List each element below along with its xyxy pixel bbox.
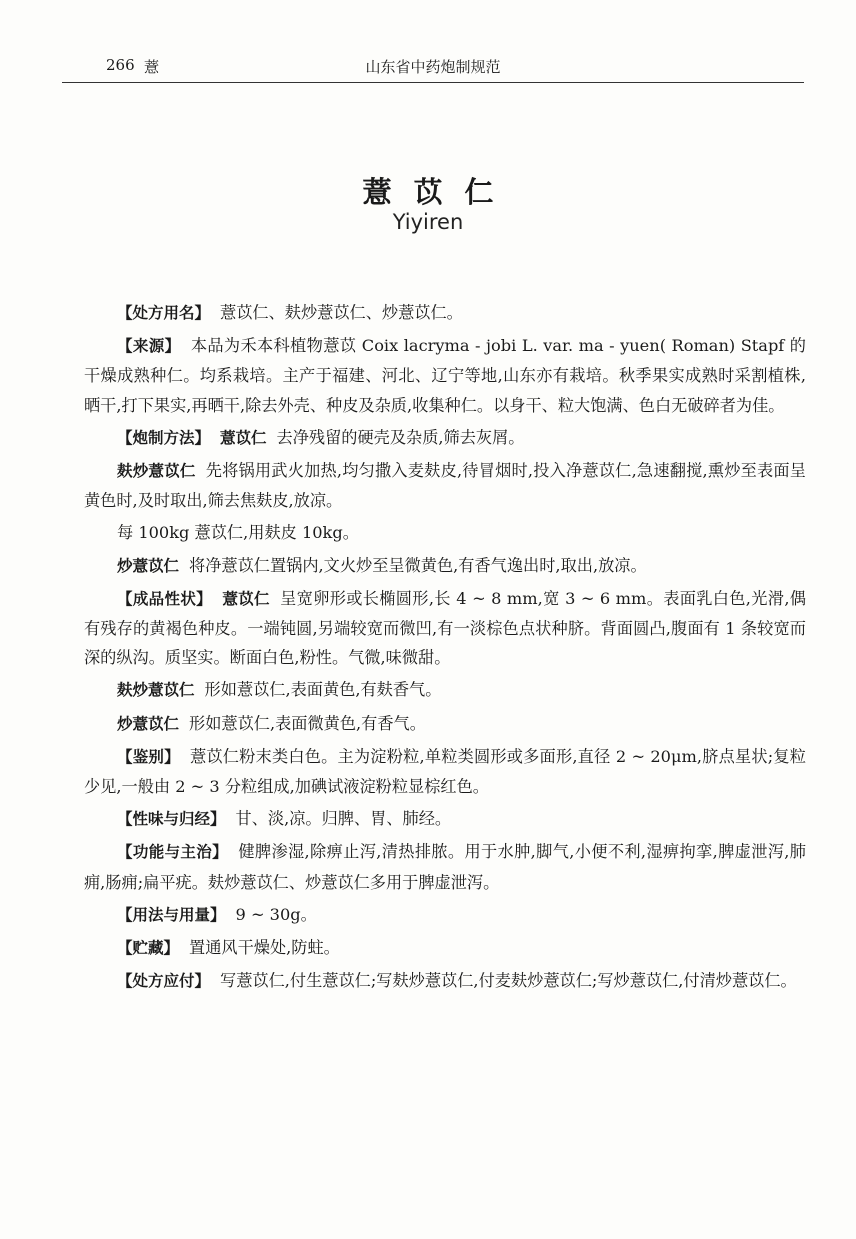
- section-label: 【成品性状】: [117, 589, 212, 608]
- section-text: 写薏苡仁,付生薏苡仁;写麸炒薏苡仁,付麦麸炒薏苡仁;写炒薏苡仁,付清炒薏苡仁。: [220, 971, 797, 991]
- section-source: [84, 331, 806, 420]
- item-name: 炒薏苡仁: [117, 556, 180, 575]
- item-name: 麸炒薏苡仁: [117, 681, 195, 700]
- item-text: 形如薏苡仁,表面黄色,有麸香气。: [204, 680, 442, 700]
- section-label: 【处方应付】: [117, 972, 211, 991]
- item-name: 薏苡仁: [220, 428, 267, 447]
- properties-item: [84, 709, 806, 739]
- section-dosage: [84, 900, 806, 930]
- section-text: 薏苡仁、麸炒薏苡仁、炒薏苡仁。: [220, 303, 463, 322]
- item-text: 将净薏苡仁置锅内,文火炒至呈微黄色,有香气逸出时,取出,放凉。: [189, 555, 647, 575]
- section-label: 【鉴别】: [117, 747, 180, 766]
- section-prescription: [84, 966, 806, 996]
- properties-item: [84, 675, 806, 705]
- processing-item: [84, 456, 806, 515]
- section-label: 【处方用名】: [117, 304, 211, 322]
- section-function: [84, 837, 806, 896]
- section-text: 甘、淡,凉。归脾、胃、肺经。: [235, 809, 452, 829]
- section-properties: [84, 584, 806, 673]
- item-text: 呈宽卵形或长椭圆形,长 4 ~ 8 mm,宽 3 ~ 6 mm。表面乳白色,光滑,偶有残存的黄褐色种皮。一端钝圆,另端较宽而微凹,有一淡棕色点状种脐。背面圆凸,腹面有 1 条较宽而深的纵沟。质坚实。断面白色,粉性。气微,味微甜。: [84, 588, 806, 668]
- section-text: 薏苡仁粉末类白色。主为淀粉粒,单粒类圆形或多面形,直径 2 ~ 20μm,脐点星状;复粒少见,一般由 2 ~ 3 分粒组成,加碘试液淀粉粒显棕红色。: [84, 746, 806, 797]
- processing-item: [84, 551, 806, 581]
- running-header: [62, 52, 804, 83]
- section-character: 薏: [144, 58, 160, 76]
- item-name: 薏苡仁: [222, 589, 270, 608]
- section-label: 【贮藏】: [117, 939, 180, 958]
- section-names: [84, 298, 806, 328]
- item-name: 麸炒薏苡仁: [117, 462, 196, 481]
- section-label: 【来源】: [117, 337, 181, 356]
- monograph-pinyin: Yiyiren: [392, 210, 464, 234]
- section-label: 【功能与主治】: [117, 843, 229, 862]
- book-title: 山东省中药炮制规范: [365, 58, 501, 76]
- section-identification: [84, 742, 806, 801]
- section-nature: [84, 804, 806, 834]
- section-label: 【炮制方法】: [117, 428, 211, 447]
- item-text: 去净残留的硬壳及杂质,筛去灰屑。: [276, 427, 525, 447]
- page-number: 266: [106, 56, 135, 74]
- section-label: 【性味与归经】: [117, 810, 226, 829]
- processing-ratio: 每 100kg 薏苡仁,用麸皮 10kg。: [117, 523, 359, 543]
- section-text: 本品为禾本科植物薏苡 Coix lacryma - jobi L. var. ma - yuen( Roman) Stapf 的干燥成熟种仁。均系栽培。主产于福建、河北、辽宁等地,山东亦有栽培。秋季果实成熟时采割植株,晒干,打下果实,再晒干,除去外壳、种皮及杂质,收集种仁。以身干、粒大饱满、色白无破碎者为佳。: [84, 336, 806, 415]
- section-storage: [84, 933, 806, 963]
- monograph-title: 薏苡仁: [362, 175, 516, 209]
- item-text: 先将锅用武火加热,均匀撒入麦麸皮,待冒烟时,投入净薏苡仁,急速翻搅,熏炒至表面呈黄色时,及时取出,筛去焦麸皮,放凉。: [84, 461, 806, 511]
- section-processing: [84, 423, 806, 453]
- item-text: 形如薏苡仁,表面微黄色,有香气。: [189, 713, 426, 733]
- monograph-body: [84, 298, 806, 999]
- item-name: 炒薏苡仁: [117, 714, 180, 733]
- section-text: 置通风干燥处,防蛀。: [189, 938, 340, 958]
- section-text: 健脾渗湿,除痹止泻,清热排脓。用于水肿,脚气,小便不利,湿痹拘挛,脾虚泄泻,肺痈,肠痈;扁平疣。麸炒薏苡仁、炒薏苡仁多用于脾虚泄泻。: [84, 842, 806, 892]
- section-text: 9 ~ 30g。: [235, 904, 317, 924]
- section-label: 【用法与用量】: [117, 905, 226, 924]
